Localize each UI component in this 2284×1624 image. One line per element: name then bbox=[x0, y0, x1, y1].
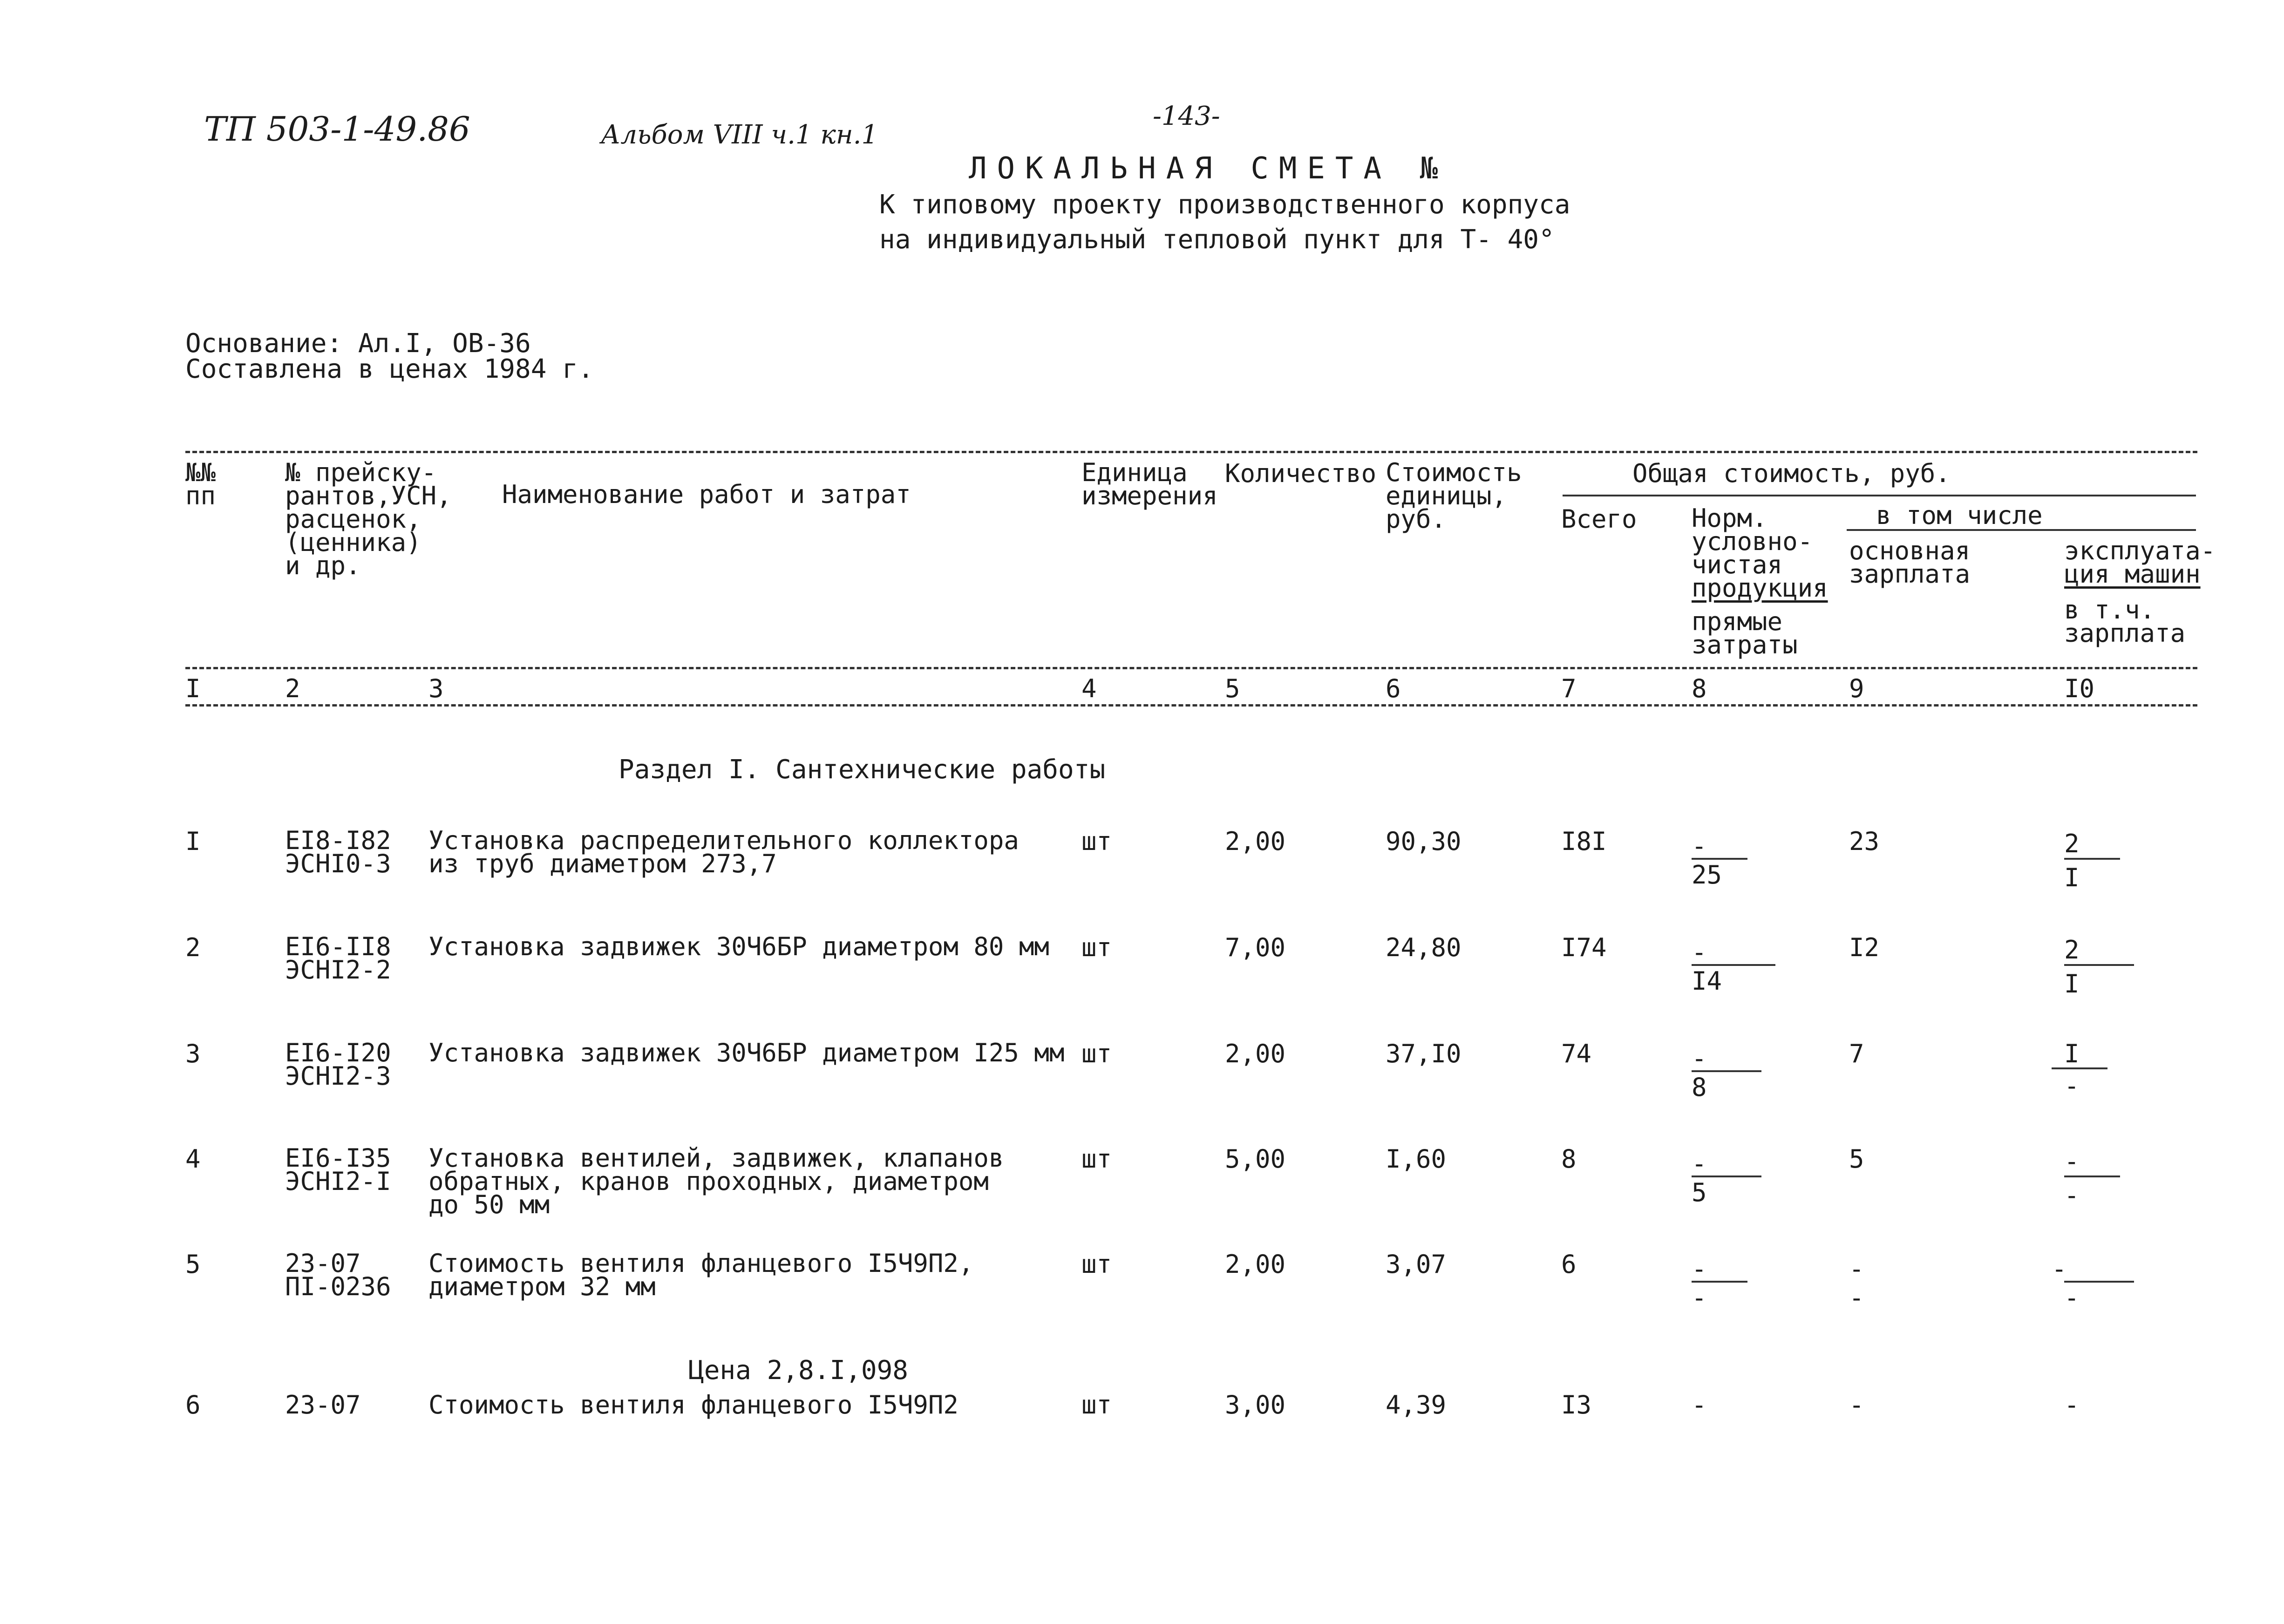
row-direct-costs: I4 bbox=[1692, 966, 1722, 996]
fraction-line bbox=[1692, 1070, 1761, 1072]
row-unit: шт bbox=[1081, 933, 1112, 962]
fraction-line bbox=[2052, 1067, 2107, 1069]
row-price-code: ЕI6-I20 ЭСНI2-3 bbox=[285, 1038, 391, 1091]
row-work-name: Установка задвижек 30Ч6БР диаметром I25 мм bbox=[428, 1038, 1065, 1067]
row-direct-costs: 5 bbox=[1692, 1178, 1707, 1207]
row-total: 6 bbox=[1561, 1250, 1577, 1279]
row-base-salary: 7 bbox=[1849, 1039, 1864, 1068]
colnum-4: 4 bbox=[1081, 674, 1097, 703]
row-number: 6 bbox=[185, 1390, 201, 1420]
header-col-norm-product: Норм. условно- чистая продукция bbox=[1692, 503, 1828, 603]
row-direct-costs: 25 bbox=[1692, 860, 1722, 890]
fraction-line bbox=[2064, 964, 2134, 966]
row-norm-product: - bbox=[1692, 1044, 1707, 1073]
header-col-number: №№ пп bbox=[185, 458, 216, 510]
row-work-name: Стоимость вентиля фланцевого I5Ч9П2 bbox=[428, 1390, 958, 1420]
row-unit: шт bbox=[1081, 1250, 1112, 1279]
header-total-cost: Общая стоимость, руб. bbox=[1632, 459, 1951, 488]
header-col-unit: Единица измерения bbox=[1081, 458, 1218, 510]
colnum-1: I bbox=[185, 674, 201, 703]
column-numbers-top-rule bbox=[185, 667, 2197, 669]
colnum-5: 5 bbox=[1225, 674, 1240, 703]
row-machine-salary: - bbox=[2064, 1283, 2080, 1312]
row-base-salary: - bbox=[1849, 1390, 1864, 1420]
row-machine-operation: - bbox=[2052, 1254, 2067, 1284]
table-top-rule bbox=[185, 451, 2197, 453]
colnum-3: 3 bbox=[428, 674, 444, 703]
header-col-machine-operation: эксплуата- ция машин bbox=[2064, 536, 2216, 589]
row-work-name: Установка вентилей, задвижек, клапанов обратных, кранов проходных, диаметром до 50 мм bbox=[428, 1143, 1004, 1219]
row-unit: шт bbox=[1081, 1039, 1112, 1068]
fraction-line bbox=[2064, 1281, 2134, 1283]
row-quantity: 3,00 bbox=[1225, 1390, 1286, 1420]
row-unit-cost: 3,07 bbox=[1386, 1250, 1447, 1279]
row-norm-product: - bbox=[1692, 1149, 1707, 1178]
row-base-salary: 23 bbox=[1849, 827, 1880, 856]
row-quantity: 2,00 bbox=[1225, 1039, 1286, 1068]
row-unit-cost: 37,I0 bbox=[1386, 1039, 1461, 1068]
row-price-code: ЕI8-I82 ЭСНI0-3 bbox=[285, 826, 391, 878]
fraction-line bbox=[1692, 858, 1747, 860]
header-including-rule bbox=[1847, 529, 2196, 531]
row-norm-product: - bbox=[1692, 1390, 1707, 1420]
colnum-9: 9 bbox=[1849, 674, 1864, 703]
row-work-name: Стоимость вентиля фланцевого I5Ч9П2, диаметром 32 мм bbox=[428, 1249, 974, 1301]
row-base-salary: I2 bbox=[1849, 933, 1880, 962]
row-machine-salary: I bbox=[2064, 863, 2080, 892]
row-total: 74 bbox=[1561, 1039, 1592, 1068]
row-machine-salary: - bbox=[2064, 1181, 2080, 1210]
row-work-name: Установка распределительного коллектора из труб диаметром 273,7 bbox=[428, 826, 1019, 878]
row-machine-salary: - bbox=[2064, 1071, 2080, 1101]
row-norm-product: - bbox=[1692, 1254, 1707, 1284]
header-col-direct-costs: прямые затраты bbox=[1692, 607, 1798, 659]
row-total: I8I bbox=[1561, 827, 1607, 856]
row-base-salary: 5 bbox=[1849, 1144, 1864, 1174]
row-number: 4 bbox=[185, 1144, 201, 1174]
row-machine-salary: I bbox=[2064, 969, 2080, 999]
row-number: 2 bbox=[185, 933, 201, 962]
row-quantity: 5,00 bbox=[1225, 1144, 1286, 1174]
subtitle-line-2: на индивидуальный тепловой пункт для Т- 40° bbox=[879, 224, 1555, 255]
fraction-line bbox=[2064, 1176, 2120, 1177]
row-unit: шт bbox=[1081, 1390, 1112, 1420]
fraction-line bbox=[1692, 1176, 1761, 1177]
row-machine-operation: - bbox=[2064, 1147, 2080, 1176]
row-unit-cost: I,60 bbox=[1386, 1144, 1447, 1174]
row-quantity: 2,00 bbox=[1225, 827, 1286, 856]
row-machine-operation: 2 bbox=[2064, 935, 2080, 965]
colnum-8: 8 bbox=[1692, 674, 1707, 703]
row-direct-costs: - bbox=[1692, 1283, 1707, 1312]
document-code: ТП 503-1-49.86 bbox=[204, 109, 470, 149]
row-total: I3 bbox=[1561, 1390, 1592, 1420]
row-work-name: Установка задвижек 30Ч6БР диаметром 80 мм bbox=[428, 932, 1049, 961]
row-unit-cost: 4,39 bbox=[1386, 1390, 1447, 1420]
row-direct-costs: 8 bbox=[1692, 1073, 1707, 1102]
fraction-line bbox=[1692, 1281, 1747, 1283]
header-total-rule bbox=[1563, 495, 2196, 496]
colnum-2: 2 bbox=[285, 674, 300, 703]
page-number: -143- bbox=[1153, 101, 1220, 131]
row-unit-cost: 90,30 bbox=[1386, 827, 1461, 856]
row-norm-product: - bbox=[1692, 831, 1707, 861]
header-col-machine-salary: в т.ч. зарплата bbox=[2064, 595, 2186, 648]
column-numbers-bottom-rule bbox=[185, 704, 2197, 707]
header-including: в том числе bbox=[1876, 501, 2043, 530]
prices-year-line: Составлена в ценах 1984 г. bbox=[185, 354, 594, 384]
price-note: Цена 2,8.I,098 bbox=[688, 1355, 909, 1386]
row-quantity: 2,00 bbox=[1225, 1250, 1286, 1279]
colnum-6: 6 bbox=[1386, 674, 1401, 703]
header-col-work-name: Наименование работ и затрат bbox=[502, 480, 911, 509]
row-price-code: 23-07 ПI-0236 bbox=[285, 1249, 391, 1301]
row-base-salary: - bbox=[1849, 1254, 1864, 1284]
fraction-line bbox=[1692, 964, 1775, 966]
header-col-unit-cost: Стоимость единицы, руб. bbox=[1386, 458, 1522, 534]
header-col-total: Всего bbox=[1561, 504, 1637, 534]
album-reference: Альбом VIII ч.1 кн.1 bbox=[601, 120, 878, 150]
basis-line: Основание: Ал.I, ОВ-36 bbox=[185, 328, 531, 359]
row-machine-operation: I bbox=[2064, 1039, 2080, 1068]
row-unit-cost: 24,80 bbox=[1386, 933, 1461, 962]
row-number: I bbox=[185, 827, 201, 856]
header-col-base-salary: основная зарплата bbox=[1849, 536, 1971, 589]
row-quantity: 7,00 bbox=[1225, 933, 1286, 962]
fraction-line bbox=[2064, 858, 2120, 860]
row-total: 8 bbox=[1561, 1144, 1577, 1174]
header-col-price-code: № прейску- рантов,УСН, расценок, (ценника) и др. bbox=[285, 458, 452, 580]
row-machine-operation: - bbox=[2064, 1390, 2080, 1420]
row-unit: шт bbox=[1081, 827, 1112, 856]
row-unit: шт bbox=[1081, 1144, 1112, 1174]
subtitle-line-1: К типовому проекту производственного корпуса bbox=[879, 190, 1570, 220]
section-title: Раздел I. Сантехнические работы bbox=[619, 754, 1106, 785]
colnum-7: 7 bbox=[1561, 674, 1577, 703]
row-norm-product: - bbox=[1692, 938, 1707, 967]
row-total: I74 bbox=[1561, 933, 1607, 962]
row-price-code: ЕI6-I35 ЭСНI2-I bbox=[285, 1143, 391, 1196]
row-base-salary-lower: - bbox=[1849, 1283, 1864, 1312]
header-col-quantity: Количество bbox=[1225, 459, 1377, 488]
document-title: ЛОКАЛЬНАЯ СМЕТА № bbox=[969, 151, 1448, 186]
row-price-code: ЕI6-II8 ЭСНI2-2 bbox=[285, 932, 391, 985]
colnum-10: I0 bbox=[2064, 674, 2095, 703]
row-price-code: 23-07 bbox=[285, 1390, 361, 1420]
row-number: 5 bbox=[185, 1250, 201, 1279]
row-machine-operation: 2 bbox=[2064, 829, 2080, 858]
row-number: 3 bbox=[185, 1039, 201, 1068]
